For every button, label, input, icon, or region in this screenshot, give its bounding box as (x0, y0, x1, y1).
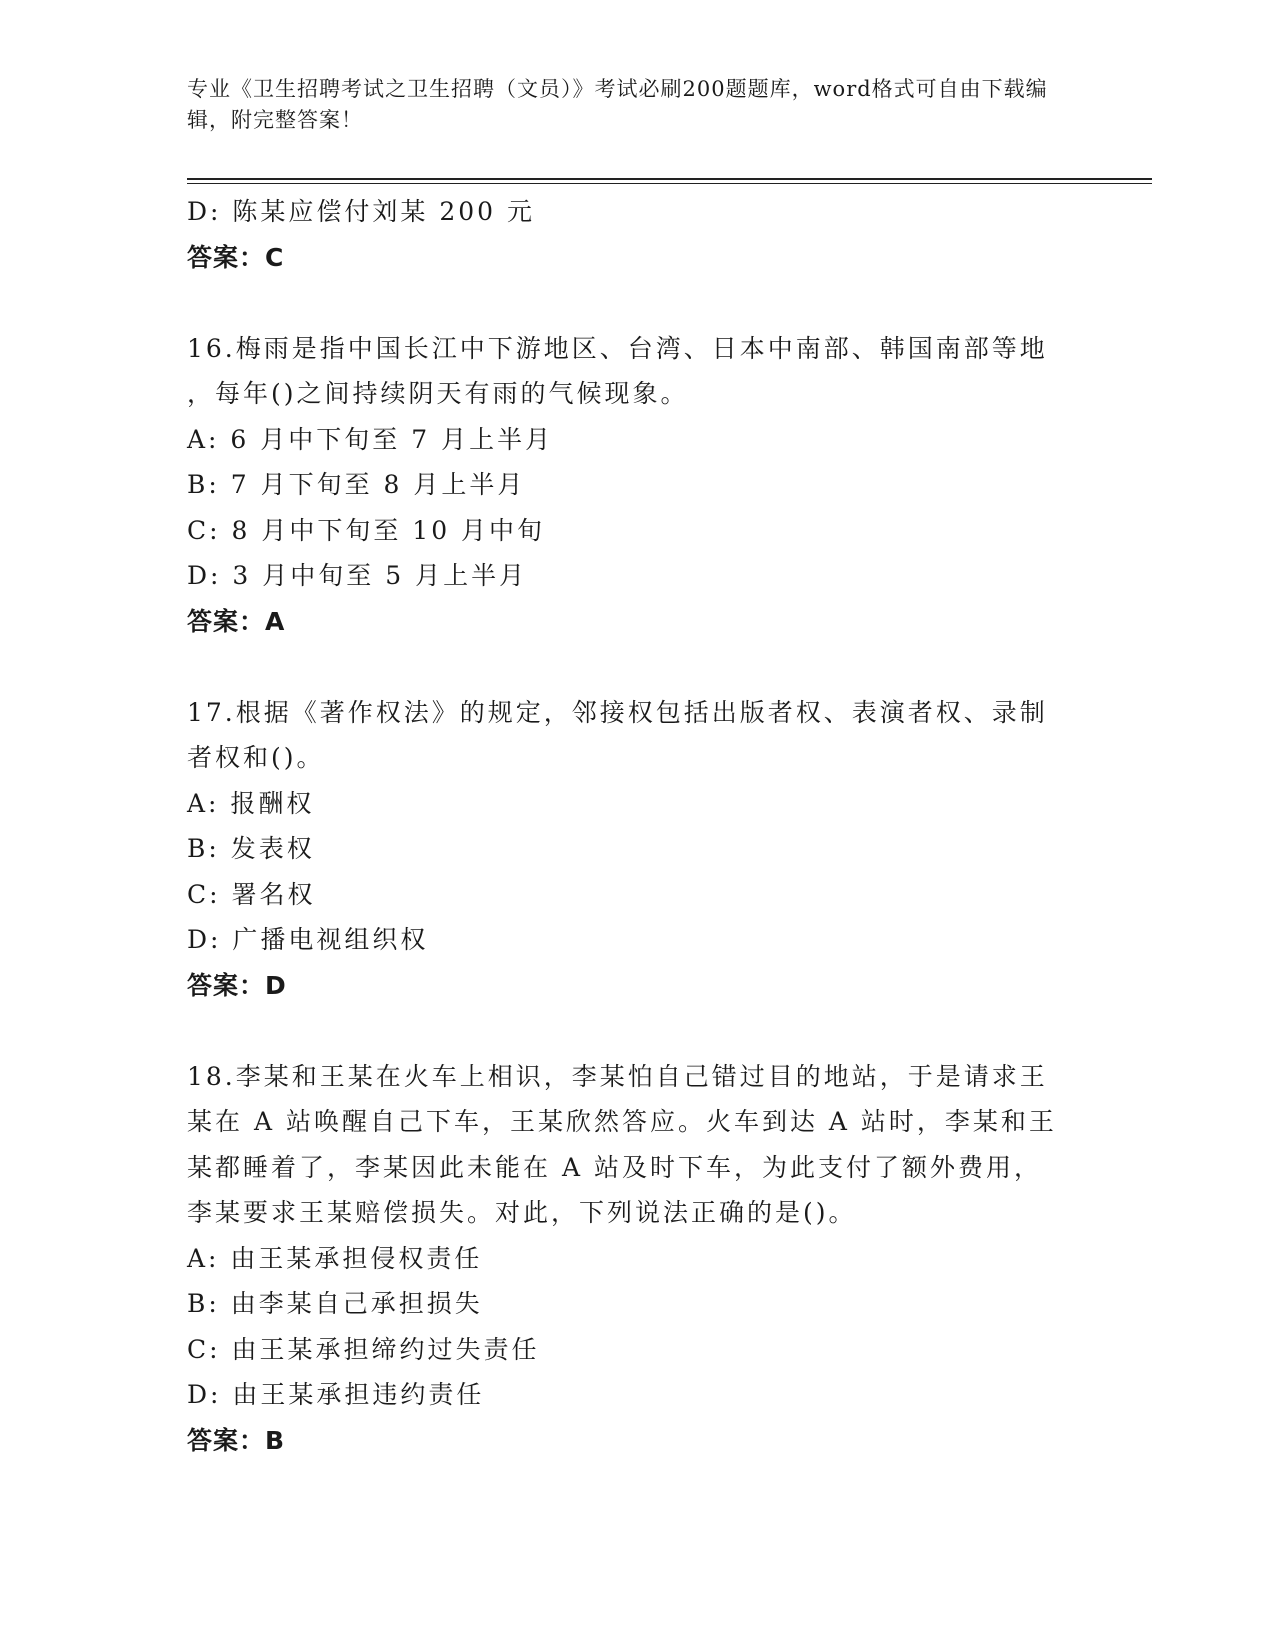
spacer (187, 644, 1077, 690)
question-stem-line: 17.根据《著作权法》的规定，邻接权包括出版者权、表演者权、录制 (187, 697, 1048, 727)
spacer (187, 1008, 1077, 1054)
document-body (187, 189, 1077, 1463)
question-16 (187, 326, 1077, 645)
option-a: A: 报酬权 (187, 788, 315, 818)
option-b: B: 7 月下旬至 8 月上半月 (187, 470, 526, 499)
question-stem-line: ，每年()之间持续阴天有雨的气候现象。 (187, 379, 689, 408)
question-stem-line: 16.梅雨是指中国长江中下游地区、台湾、日本中南部、韩国南部等地 (187, 333, 1048, 363)
question-stem-line: 18.李某和王某在火车上相识，李某怕自己错过目的地站，于是请求王 (187, 1061, 1048, 1091)
spacer (187, 280, 1077, 326)
carryover-option-d: D: 陈某应偿付刘某 200 元 (187, 197, 536, 226)
question-stem-line: 某都睡着了，李某因此未能在 A 站及时下车，为此支付了额外费用， (187, 1152, 1042, 1182)
question-stem-line: 者权和()。 (187, 743, 325, 772)
option-c: C: 署名权 (187, 879, 316, 909)
question-18 (187, 1054, 1077, 1464)
option-c: C: 8 月中下旬至 10 月中旬 (187, 515, 546, 545)
header-divider-thin (187, 183, 1152, 184)
header-divider-thick (187, 178, 1152, 180)
question-stem-line: 某在 A 站唤醒自己下车，王某欣然答应。火车到达 A 站时，李某和王 (187, 1107, 1057, 1136)
answer: 答案：B (187, 1425, 286, 1455)
option-b: B: 发表权 (187, 834, 315, 863)
option-d: D: 由王某承担违约责任 (187, 1380, 485, 1409)
option-d: D: 3 月中旬至 5 月上半月 (187, 561, 528, 590)
carryover-answer: 答案：C (187, 242, 285, 272)
document-header: 专业《卫生招聘考试之卫生招聘（文员）》考试必刷200题题库，word格式可自由下载编辑，附完整答案！ (187, 77, 1048, 132)
option-b: B: 由李某自己承担损失 (187, 1289, 483, 1318)
option-a: A: 6 月中下旬至 7 月上半月 (187, 424, 554, 454)
option-d: D: 广播电视组织权 (187, 925, 429, 954)
answer: 答案：A (187, 606, 286, 636)
question-stem-line: 李某要求王某赔偿损失。对此，下列说法正确的是()。 (187, 1198, 857, 1227)
question-17 (187, 690, 1077, 1009)
option-a: A: 由王某承担侵权责任 (187, 1243, 483, 1273)
option-c: C: 由王某承担缔约过失责任 (187, 1334, 540, 1364)
answer: 答案：D (187, 970, 287, 1000)
